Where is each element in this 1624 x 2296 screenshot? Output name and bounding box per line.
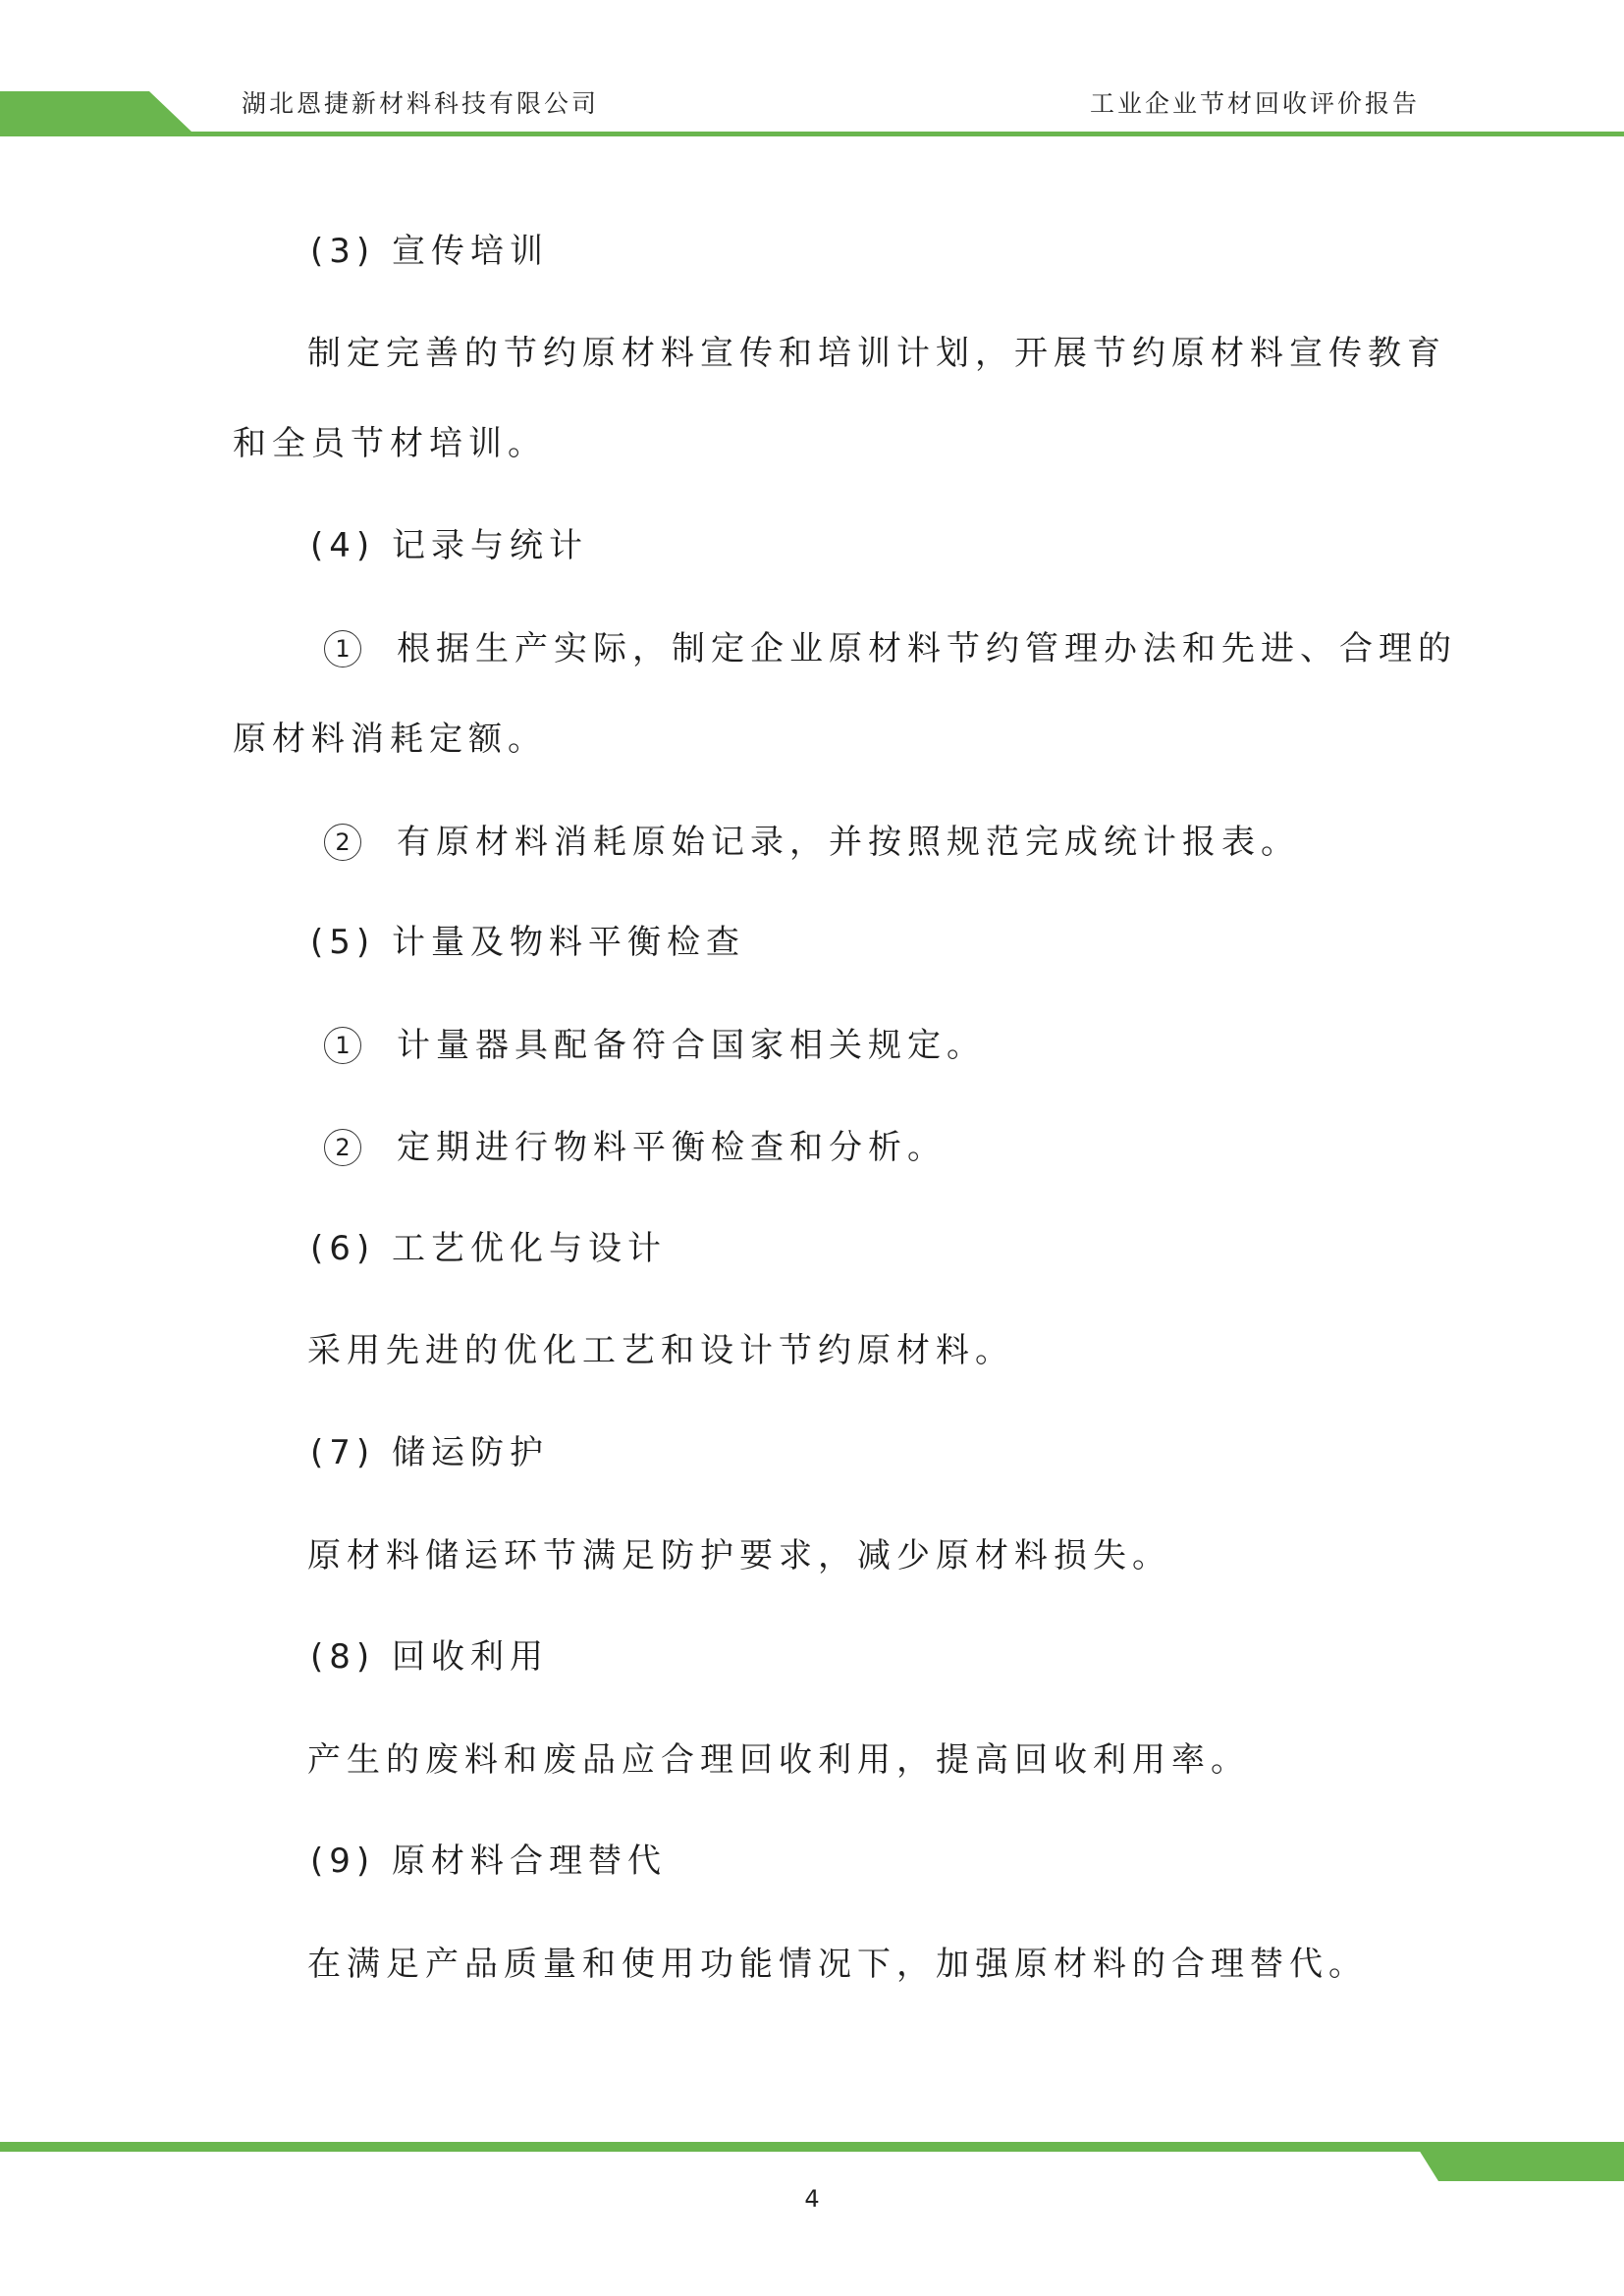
list-item-text: 有原材料消耗原始记录，并按照规范完成统计报表。 [397, 823, 1300, 862]
circled-number: 2 [324, 1129, 361, 1166]
section-heading-3: (3) 宣传培训 [310, 232, 549, 271]
section-heading-9: (9) 原材料合理替代 [310, 1842, 667, 1881]
paragraph-line: 产生的废料和废品应合理回收利用，提高回收利用率。 [307, 1740, 1250, 1780]
list-item-text: 根据生产实际，制定企业原材料节约管理办法和先进、合理的 [397, 629, 1457, 668]
paragraph-line: 原材料消耗定额。 [233, 720, 547, 759]
paragraph-line: 在满足产品质量和使用功能情况下，加强原材料的合理替代。 [307, 1945, 1368, 1984]
circled-number: 2 [324, 824, 361, 861]
page-number: 4 [804, 2185, 820, 2213]
section-heading-4: (4) 记录与统计 [310, 526, 588, 565]
list-item [324, 1026, 986, 1066]
footer-bar-line [0, 2142, 1624, 2152]
list-item [324, 823, 1300, 863]
section-heading-6: (6) 工艺优化与设计 [310, 1229, 667, 1268]
paragraph-line: 制定完善的节约原材料宣传和培训计划，开展节约原材料宣传教育 [307, 334, 1446, 373]
paragraph-line: 原材料储运环节满足防护要求，减少原材料损失。 [307, 1536, 1171, 1575]
paragraph-line: 和全员节材培训。 [233, 424, 547, 463]
section-heading-5: (5) 计量及物料平衡检查 [310, 923, 745, 962]
circled-number: 1 [324, 630, 361, 667]
section-heading-8: (8) 回收利用 [310, 1637, 549, 1677]
list-item [324, 629, 1457, 669]
header-company-name: 湖北恩捷新材料科技有限公司 [242, 89, 600, 118]
list-item [324, 1128, 947, 1168]
paragraph-line: 采用先进的优化工艺和设计节约原材料。 [307, 1331, 1014, 1370]
list-item-text: 计量器具配备符合国家相关规定。 [397, 1026, 986, 1065]
footer-bar-tab [1419, 2150, 1624, 2181]
header-bar-line [0, 132, 1624, 136]
footer-green-bar [0, 2142, 1624, 2189]
header-bar-tab [0, 91, 191, 132]
circled-number: 1 [324, 1027, 361, 1064]
header-report-title: 工业企业节材回收评价报告 [1089, 89, 1420, 118]
section-heading-7: (7) 储运防护 [310, 1433, 549, 1472]
list-item-text: 定期进行物料平衡检查和分析。 [397, 1128, 947, 1167]
